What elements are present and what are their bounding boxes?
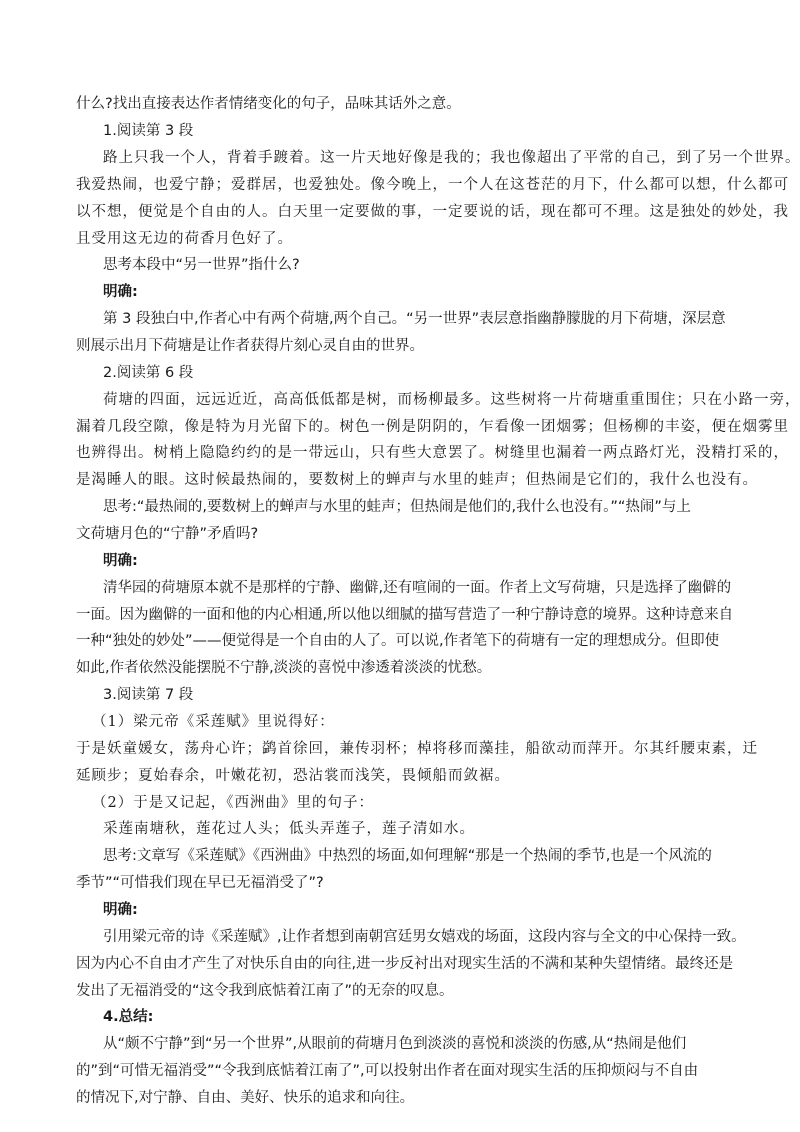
question-line: 思考本段中“另一世界”指什么?: [103, 257, 300, 273]
answer-heading: 明确:: [103, 902, 138, 918]
text-line: 一面。因为幽僻的一面和他的内心相通,所以他以细腻的描写营造了一种宁静诗意的境界。这种诗意来自: [76, 607, 734, 623]
quoted-text-line: 以不想，便觉是个自由的人。白天里一定要做的事，一定要说的话，现在都可不理。这是独处的妙处，我: [76, 204, 789, 220]
answer-heading: 明确:: [103, 553, 138, 569]
quoted-text-line: 采莲南塘秋，莲花过人头；低头弄莲子，莲子清如水。: [103, 821, 475, 837]
question-line: 思考:文章写《采莲赋》《西洲曲》中热烈的场面,如何理解“那是一个热闹的季节,也是一个风流的: [103, 848, 712, 864]
summary-heading: 4.总结:: [103, 1009, 154, 1025]
text-line: 如此,作者依然没能摆脱不宁静,淡淡的喜悦中渗透着淡淡的忧愁。: [76, 660, 492, 676]
text-line: 的情况下,对宁静、自由、美好、快乐的追求和向往。: [76, 1090, 415, 1106]
text-line: 引用梁元帝的诗《采莲赋》,让作者想到南朝宫廷男女嬉戏的场面，这段内容与全文的中心保持一致。: [103, 929, 746, 945]
quoted-text-line: 也辨得出。树梢上隐隐约约的是一带远山，只有些大意罢了。树缝里也漏着一两点路灯光，没精打采的，: [76, 445, 789, 461]
quoted-text-line: 路上只我一个人，背着手踱着。这一片天地好像是我的；我也像超出了平常的自己，到了另一个世界。: [103, 150, 800, 166]
answer-heading: 明确:: [103, 284, 138, 300]
quote-intro: （1）梁元帝《采莲赋》里说得好：: [92, 714, 335, 730]
question-line: 文荷塘月色的“宁静”矛盾吗?: [76, 526, 259, 542]
quoted-text-line: 是渴睡人的眼。这时候最热闹的，要数树上的蝉声与水里的蛙声；但热闹是它们的，我什么也没有。: [76, 472, 758, 488]
section-heading: 1.阅读第 3 段: [103, 123, 194, 139]
text-line: 发出了无福消受的“这令我到底惦着江南了”的无奈的叹息。: [76, 983, 454, 999]
text-line: 的”到“可惜无福消受”“令我到底惦着江南了”,可以投射出作者在面对现实生活的压抑烦闷与不自由: [76, 1063, 699, 1079]
text-line: 因为内心不自由才产生了对快乐自由的向往,进一步反衬出对现实生活的不满和某种失望情绪。最终还是: [76, 956, 734, 972]
section-heading: 2.阅读第 6 段: [103, 365, 194, 381]
text-line: 清华园的荷塘原本就不是那样的宁静、幽僻,还有喧闹的一面。作者上文写荷塘，只是选择了幽僻的: [103, 580, 732, 596]
text-line: 第 3 段独白中,作者心中有两个荷塘,两个自己。“另一世界”表层意指幽静朦胧的月下荷塘，深层意: [103, 311, 726, 327]
question-line: 季节”“可惜我们现在早已无福消受了”?: [76, 875, 324, 891]
quoted-text-line: 于是妖童媛女，荡舟心许；鹢首徐回，兼传羽杯；棹将移而藻挂，船欲动而萍开。尔其纤腰束素，迁: [76, 741, 758, 757]
text-line: 什么?找出直接表达作者情绪变化的句子，品味其话外之意。: [76, 96, 461, 112]
quoted-text-line: 且受用这无边的荷香月色好了。: [76, 231, 293, 247]
text-line: 一种“独处的妙处”——便觉得是一个自由的人了。可以说,作者笔下的荷塘有一定的理想成分。但即使: [76, 633, 720, 649]
question-line: 思考:“最热闹的,要数树上的蝉声与水里的蛙声；但热闹是他们的,我什么也没有。”“热闹”与上: [103, 499, 691, 515]
text-line: 则展示出月下荷塘是让作者获得片刻心灵自由的世界。: [76, 338, 424, 354]
quoted-text-line: 漏着几段空隙，像是特为月光留下的。树色一例是阴阴的，乍看像一团烟雾；但杨柳的丰姿，便在烟雾里: [76, 419, 789, 435]
section-heading: 3.阅读第 7 段: [103, 687, 194, 703]
quoted-text-line: 荷塘的四面，远远近近，高高低低都是树，而杨柳最多。这些树将一片荷塘重重围住；只在小路一旁，: [103, 392, 800, 408]
quote-intro: （2）于是又记起，《西洲曲》里的句子：: [92, 795, 374, 811]
quoted-text-line: 我爱热闹，也爱宁静；爱群居，也爱独处。像今晚上，一个人在这苍茫的月下，什么都可以想，什么都可: [76, 177, 789, 193]
text-line: 从“颇不宁静”到“另一个世界”,从眼前的荷塘月色到淡淡的喜悦和淡淡的伤感,从“热闹是他们: [103, 1036, 687, 1052]
quoted-text-line: 延顾步；夏始春余，叶嫩花初，恐沾裳而浅笑，畏倾船而敛裾。: [76, 768, 510, 784]
